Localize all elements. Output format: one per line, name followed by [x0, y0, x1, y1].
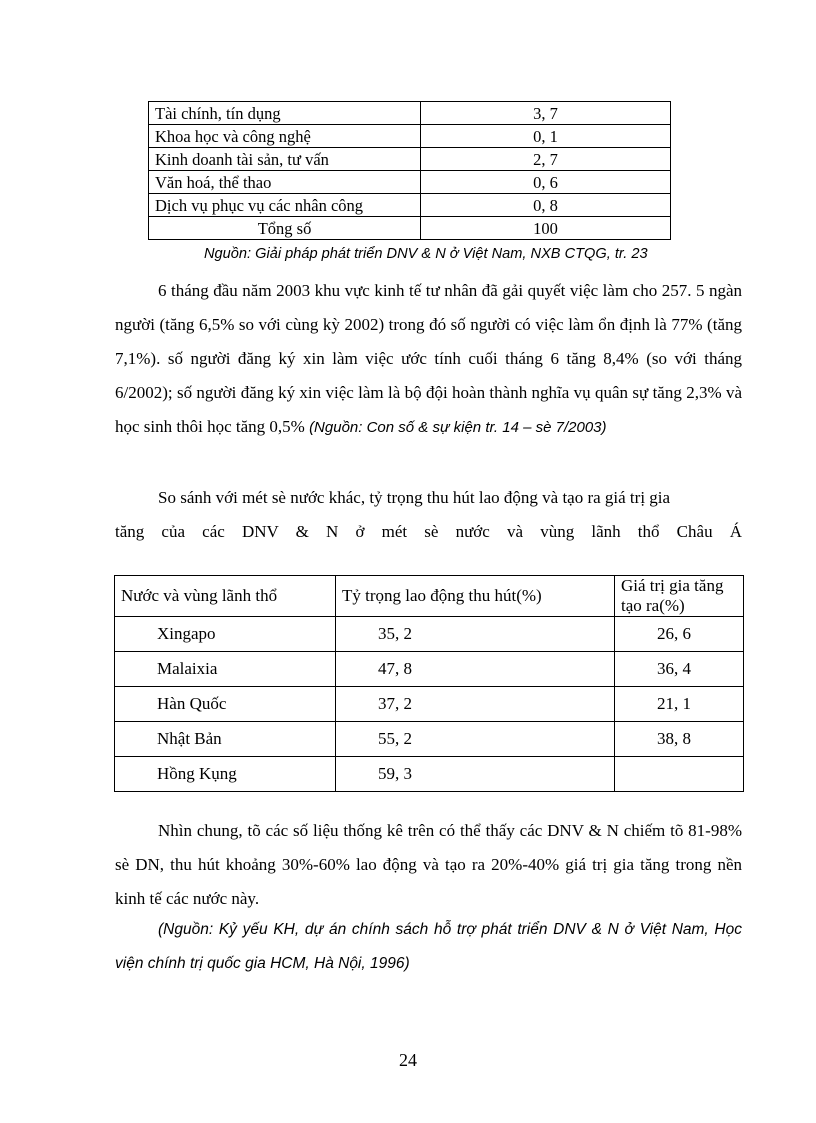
- value-added-cell: [615, 757, 744, 792]
- sector-value: 0, 6: [421, 171, 671, 194]
- paragraph-comparison: [115, 481, 742, 549]
- value-added-cell: 38, 8: [615, 722, 744, 757]
- labor-share-cell: 35, 2: [336, 617, 615, 652]
- sector-value: 0, 8: [421, 194, 671, 217]
- labor-share-cell: 55, 2: [336, 722, 615, 757]
- sector-value: 2, 7: [421, 148, 671, 171]
- sector-name: Khoa học và công nghệ: [149, 125, 421, 148]
- column-header: Tỷ trọng lao động thu hút(%): [336, 576, 615, 617]
- sector-name: Tài chính, tín dụng: [149, 102, 421, 125]
- country-cell: Hàn Quốc: [115, 687, 336, 722]
- table-row: [115, 617, 744, 652]
- labor-share-cell: 59, 3: [336, 757, 615, 792]
- paragraph-line: tăng của các DNV & N ở mét sè nước và vùng lãnh thổ Châu Á: [115, 522, 742, 541]
- table-row: [149, 148, 671, 171]
- sector-name: Kinh doanh tài sản, tư vấn: [149, 148, 421, 171]
- sector-value: 0, 1: [421, 125, 671, 148]
- value-added-cell: 26, 6: [615, 617, 744, 652]
- paragraph-summary: Nhìn chung, tõ các số liệu thống kê trên có thể thấy các DNV & N chiếm tõ 81-98% sè DN, thu hút khoảng 30%-60% lao động và tạo ra 20%-40% giá trị gia tăng trong nền kinh tế các nước này.: [115, 821, 742, 908]
- value-added-cell: 36, 4: [615, 652, 744, 687]
- labor-share-cell: 37, 2: [336, 687, 615, 722]
- paragraph-source-note: (Nguồn: Kỷ yếu KH, dự án chính sách hỗ trợ phát triển DNV & N ở Việt Nam, Học viện chính trị quốc gia HCM, Hà Nội, 1996): [115, 921, 742, 972]
- column-header: Nước và vùng lãnh thổ: [115, 576, 336, 617]
- total-label: Tổng số: [149, 217, 421, 240]
- paragraph-source: (Nguồn: Con số & sự kiện tr. 14 – sè 7/2003): [309, 419, 607, 436]
- table-row: [115, 652, 744, 687]
- paragraph-employment: [115, 274, 742, 445]
- table-row: [149, 171, 671, 194]
- sector-name: Dịch vụ phục vụ các nhân công: [149, 194, 421, 217]
- table-row: [149, 194, 671, 217]
- asia-comparison-table: [114, 575, 744, 792]
- table-row: [115, 722, 744, 757]
- table-row: [149, 125, 671, 148]
- country-cell: Malaixia: [115, 652, 336, 687]
- table-row: [115, 757, 744, 792]
- value-added-cell: 21, 1: [615, 687, 744, 722]
- table-total-row: [149, 217, 671, 240]
- paragraph-text: 6 tháng đầu năm 2003 khu vực kinh tế tư nhân đã gải quyết việc làm cho 257. 5 ngàn người (tăng 6,5% so với cùng kỳ 2002) trong đó số người có việc làm ổn định là 77% (tăng 7,1%). số người đăng ký xin làm việc ước tính cuối tháng 6 tăng 8,4% (so với tháng 6/2002); số người đăng ký xin việc làm là bộ đội hoàn thành nghĩa vụ quân sự tăng 2,3% và học sinh thôi học tăng 0,5%: [115, 281, 742, 436]
- table-row: [115, 687, 744, 722]
- table-row: [149, 102, 671, 125]
- paragraph-line: So sánh với mét sè nước khác, tỷ trọng thu hút lao động và tạo ra giá trị gia: [158, 488, 671, 507]
- sector-value: 3, 7: [421, 102, 671, 125]
- table-header-row: [115, 576, 744, 617]
- country-cell: Nhật Bản: [115, 722, 336, 757]
- column-header: Giá trị gia tăng tạo ra(%): [615, 576, 744, 617]
- labor-share-cell: 47, 8: [336, 652, 615, 687]
- country-cell: Xingapo: [115, 617, 336, 652]
- country-cell: Hồng Kụng: [115, 757, 336, 792]
- table-source-note: Nguồn: Giải pháp phát triển DNV & N ở Việt Nam, NXB CTQG, tr. 23: [204, 246, 648, 262]
- sector-name: Văn hoá, thể thao: [149, 171, 421, 194]
- sector-table: [148, 101, 671, 240]
- page-number: 24: [399, 1050, 417, 1070]
- total-value: 100: [421, 217, 671, 240]
